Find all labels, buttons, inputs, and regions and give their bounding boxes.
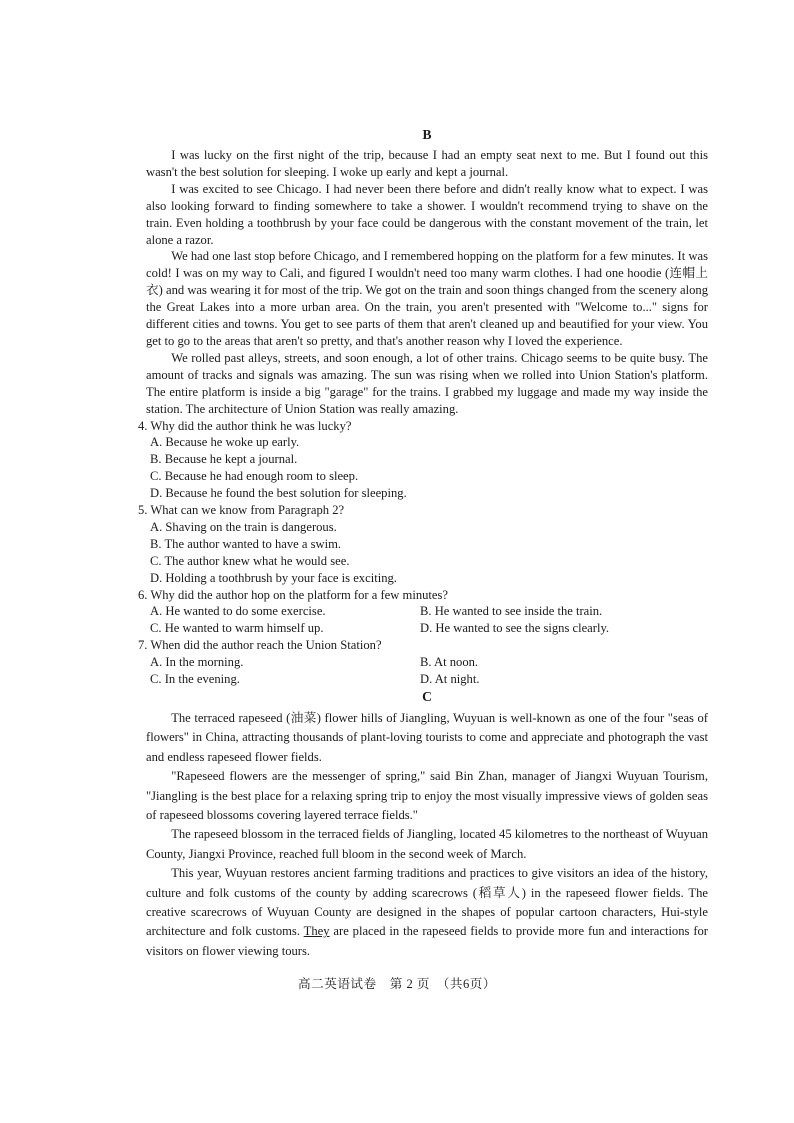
exam-page (138, 126, 708, 961)
question-4-option-c: C. Because he had enough room to sleep. (150, 469, 359, 484)
question-6-stem: 6. Why did the author hop on the platform for a few minutes? (138, 587, 448, 602)
question-7-option-a: A. In the morning. (150, 655, 244, 670)
question-7-stem: 7. When did the author reach the Union Station? (138, 638, 382, 653)
question-7-option-b: B. At noon. (420, 655, 479, 670)
question-4-option-a: A. Because he woke up early. (150, 435, 300, 450)
question-6-options (150, 603, 708, 637)
question-4-option-b: B. Because he kept a journal. (150, 452, 298, 467)
section-b-paragraph-4: We rolled past alleys, streets, and soon enough, a lot of other trains. Chicago seems to be quite busy. The amount of tracks and signals was amazing. The sun was rising when we rolled into Union Station's platform. The entire platform is inside a big "garage" for the trains. I grabbed my luggage and made my way inside the station. The architecture of Union Station was really amazing. (146, 350, 708, 416)
question-6-option-b: B. He wanted to see inside the train. (420, 604, 603, 619)
question-4 (138, 418, 708, 503)
section-c-paragraph-4-text-before: This year, Wuyuan restores ancient farming traditions and practices to give visitors an idea of the history, culture and folk customs of the county by adding scarecrows (稻草人) in the rapeseed flower fields. The creative scarecrows of Wuyuan County are designed in the shapes of popular cartoon characters, Hui-style architecture and folk customs. (146, 866, 708, 939)
section-b-paragraph-1: I was lucky on the first night of the trip, because I had an empty seat next to me. But I found out this wasn't the best solution for sleeping. I woke up early and kept a journal. (146, 148, 708, 179)
question-7-option-c: C. In the evening. (150, 672, 240, 687)
section-c-paragraph-4 (146, 864, 708, 961)
section-c-paragraph-4-text-after: are placed in the rapeseed fields to provide more fun and interactions for visitors on flower viewing tours. (146, 924, 708, 958)
question-5-option-c: C. The author knew what he would see. (150, 553, 350, 568)
question-5-option-b: B. The author wanted to have a swim. (150, 536, 342, 551)
section-c-paragraph-2: "Rapeseed flowers are the messenger of spring," said Bin Zhan, manager of Jiangxi Wuyuan Tourism, "Jiangling is the best place for a relaxing spring trip to enjoy the most visually impressive views of golden seas of rapeseed blossoms covering layered terrace fields." (146, 769, 708, 823)
section-c (146, 688, 708, 961)
question-5 (138, 502, 708, 587)
page-footer: 高二英语试卷 第 2 页 （共6页） (298, 977, 496, 991)
question-7-option-d: D. At night. (420, 672, 480, 687)
underlined-word-they: They (303, 924, 330, 939)
question-5-option-d: D. Holding a toothbrush by your face is exciting. (150, 570, 397, 585)
section-b-title: B (422, 127, 432, 142)
question-7-options (150, 654, 708, 688)
question-6 (138, 587, 708, 638)
question-4-stem: 4. Why did the author think he was lucky? (138, 418, 352, 433)
section-b-paragraph-2: I was excited to see Chicago. I had never been there before and didn't really know what to expect. I was also looking forward to finding somewhere to take a shower. I wouldn't recommend trying to shave on the train. Even holding a toothbrush by your face could be dangerous with the constant movement of the train, let alone a razor. (146, 181, 708, 247)
section-b-paragraph-3: We had one last stop before Chicago, and I remembered hopping on the platform for a few minutes. It was cold! I was on my way to Cali, and figured I wouldn't need too many warm clothes. I had one hoodie (连帽上衣) and was wearing it for most of the trip. We got on the train and soon things changed from the scenery along the Great Lakes into a more urban area. On the train, you aren't presented with "Welcome to..." signs for different cities and towns. You get to see parts of them that aren't cleaned up and beautified for your view. You get to go to the areas that aren't so pretty, and that's another reason why I loved the experience. (146, 249, 708, 348)
question-6-option-a: A. He wanted to do some exercise. (150, 604, 326, 619)
section-c-paragraph-1: The terraced rapeseed (油菜) flower hills of Jiangling, Wuyuan is well-known as one of the four "seas of flowers" in China, attracting thousands of plant-loving tourists to come and appreciate and photograph the vast and endless rapeseed flower fields. (146, 711, 708, 764)
question-6-option-c: C. He wanted to warm himself up. (150, 621, 324, 636)
question-5-stem: 5. What can we know from Paragraph 2? (138, 503, 345, 518)
question-4-option-d: D. Because he found the best solution for sleeping. (150, 486, 407, 501)
question-6-option-d: D. He wanted to see the signs clearly. (420, 621, 610, 636)
question-5-option-a: A. Shaving on the train is dangerous. (150, 519, 337, 534)
section-c-title: C (422, 689, 432, 704)
question-7 (138, 637, 708, 688)
section-c-paragraph-3: The rapeseed blossom in the terraced fields of Jiangling, located 45 kilometres to the northeast of Wuyuan County, Jiangxi Province, reached full bloom in the second week of March. (146, 827, 708, 861)
